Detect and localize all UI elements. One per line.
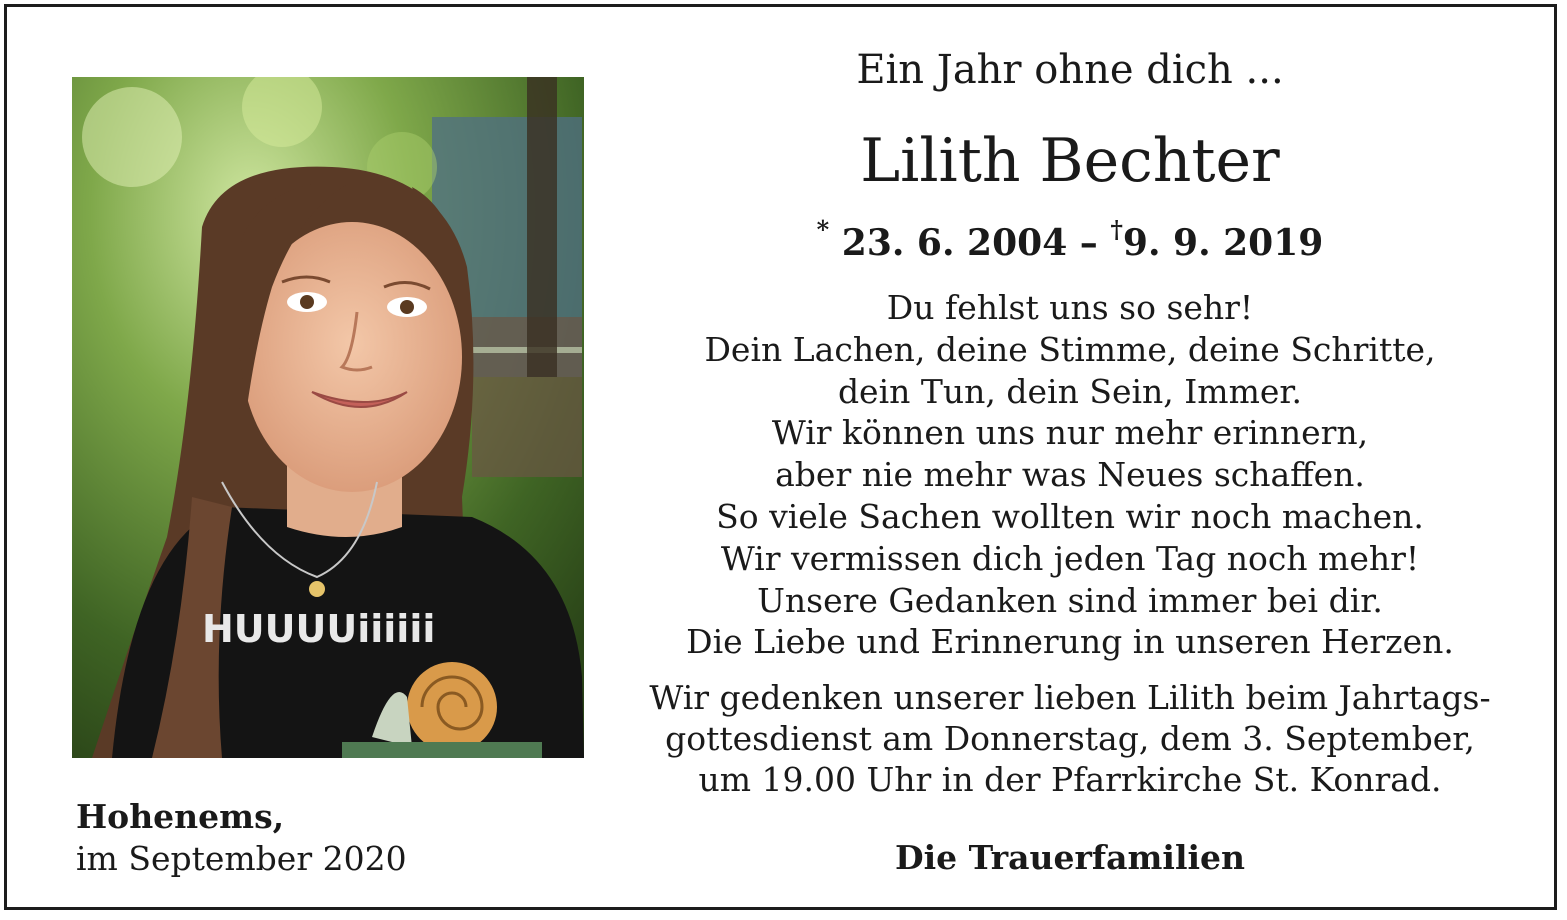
poem-line: dein Tun, dein Sein, Immer. — [837, 371, 1303, 411]
shirt-print-text: HUUUUiiiiii — [202, 607, 436, 651]
poem-line: Unsere Gedanken sind immer bei dir. — [757, 580, 1383, 620]
poem-line: Dein Lachen, deine Stimme, deine Schritte, — [704, 329, 1436, 369]
poem-line: Die Liebe und Erinnerung in unseren Herzen. — [686, 622, 1454, 662]
poem-line: aber nie mehr was Neues schaffen. — [775, 455, 1365, 495]
birth-symbol: * — [816, 215, 830, 244]
life-dates — [620, 207, 1520, 270]
place-date: im September 2020 — [76, 839, 407, 878]
service-line: gottesdienst am Donnerstag, dem 3. September, — [665, 719, 1475, 758]
service-line: um 19.00 Uhr in der Pfarrkirche St. Konrad. — [698, 760, 1442, 799]
portrait-photo — [72, 77, 584, 758]
service-line: Wir gedenken unserer lieben Lilith beim Jahrtags- — [649, 678, 1491, 717]
signature: Die Trauerfamilien — [894, 838, 1246, 877]
portrait-illustration — [72, 77, 584, 758]
intro-line: Ein Jahr ohne dich ... — [856, 47, 1284, 93]
poem-line: Wir vermissen dich jeden Tag noch mehr! — [720, 538, 1420, 578]
date-separator: – — [1079, 222, 1098, 264]
place-name: Hohenems, — [76, 797, 285, 836]
poem-line: Du fehlst uns so sehr! — [886, 288, 1254, 327]
death-symbol: † — [1110, 215, 1123, 244]
poem — [620, 287, 1520, 663]
death-date: 9. 9. 2019 — [1122, 222, 1324, 264]
birth-date: 23. 6. 2004 — [841, 222, 1068, 264]
memorial-service-notice — [620, 677, 1520, 800]
deceased-name: Lilith Bechter — [860, 126, 1280, 196]
poem-line: Wir können uns nur mehr erinnern, — [771, 413, 1369, 453]
poem-line: So viele Sachen wollten wir noch machen. — [716, 496, 1424, 536]
